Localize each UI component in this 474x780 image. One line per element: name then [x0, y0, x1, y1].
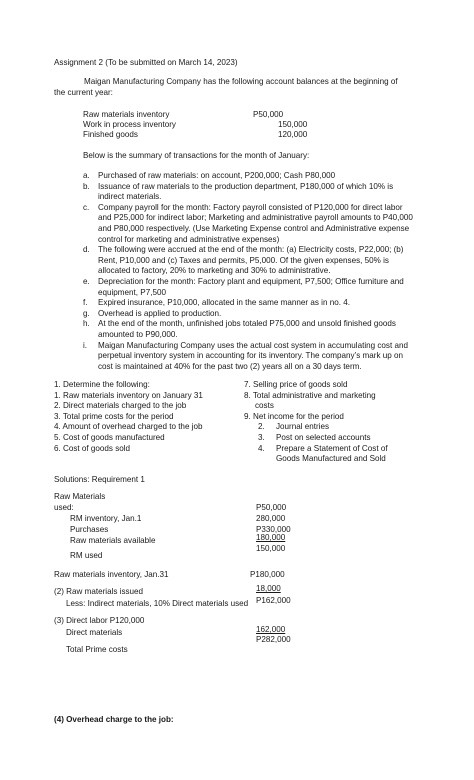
value-180000: 180,000	[256, 533, 286, 542]
transaction-letter: e.	[83, 276, 90, 286]
balance-label-raw-materials: Raw materials inventory	[83, 110, 170, 119]
transaction-letter: i.	[83, 340, 88, 350]
balance-amount-wip: 150,000	[278, 120, 308, 129]
transaction-item	[83, 319, 413, 340]
transaction-text: Maigan Manufacturing Company uses the actual cost system in accumulating cost and perpetual inventory system in accounting for its inventory. The company’s mark up on cost is maintained at 40% for the past two (2) years all on a 30 days term.	[98, 340, 408, 371]
transaction-item	[83, 298, 413, 309]
question-item: 3. Total prime costs for the period	[54, 411, 174, 421]
rm-available-label: Raw materials available	[70, 536, 156, 545]
value-18000: 18,000	[256, 584, 281, 593]
transaction-letter: f.	[83, 298, 88, 308]
transaction-text: Overhead is applied to production.	[98, 308, 222, 318]
value-162000-b: 162,000	[256, 625, 286, 634]
balance-amount-raw-materials: P50,000	[253, 110, 284, 119]
total-prime-costs-label: Total Prime costs	[66, 645, 128, 654]
transaction-letter: c.	[83, 202, 90, 212]
value-50000: P50,000	[256, 503, 287, 512]
transaction-item	[83, 277, 413, 298]
balance-label-wip: Work in process inventory	[83, 120, 176, 129]
raw-materials-label: Raw Materials	[54, 492, 106, 501]
transaction-letter: d.	[83, 245, 90, 255]
question-item: 7. Selling price of goods sold	[244, 380, 348, 389]
transactions-list	[83, 171, 413, 372]
value-282000: P282,000	[256, 635, 291, 644]
value-p180000: P180,000	[250, 570, 285, 579]
question-item: 6. Cost of goods sold	[54, 443, 131, 453]
question-item: 5. Cost of goods manufactured	[54, 432, 165, 442]
purchases-label: Purchases	[70, 525, 109, 534]
transaction-text: Expired insurance, P10,000, allocated in the same manner as in no. 4.	[98, 298, 350, 308]
value-330000: P330,000	[256, 525, 291, 534]
balance-amount-finished-goods: 120,000	[278, 130, 308, 139]
raw-materials-issued-label: (2) Raw materials issued	[54, 587, 144, 596]
questions-left	[54, 380, 203, 454]
value-280000: 280,000	[256, 514, 286, 523]
overhead-charge-heading: (4) Overhead charge to the job:	[54, 715, 174, 724]
transaction-letter: a.	[83, 171, 90, 180]
indirect-materials-label: Less: Indirect materials, 10% Direct materials used	[66, 599, 249, 608]
transaction-text: The following were accrued at the end of the month: (a) Electricity costs, P22,000; (b) Rent, P10,000 and (c) Taxes and permits, P5,000. Of the given expenses, 50% is allocated to factory, 20% to marketing and 30% to administrative.	[98, 245, 404, 276]
transaction-text: Depreciation for the month: Factory plant and equipment, P7,500; Office furniture and equipment, P7,500	[98, 276, 404, 297]
intro-paragraph: Maigan Manufacturing Company has the following account balances at the beginning of the current year:	[54, 77, 398, 97]
question-item: 1. Determine the following:	[54, 380, 150, 389]
solutions-heading: Solutions: Requirement 1	[54, 475, 145, 484]
rm-inventory-jan31-label: Raw materials inventory, Jan.31	[54, 570, 169, 579]
question-item: 9. Net income for the period	[244, 411, 344, 421]
requirement-item: 3. Post on selected accounts	[258, 432, 371, 442]
transaction-letter: g.	[83, 308, 90, 318]
question-item: 2. Direct materials charged to the job	[54, 401, 187, 411]
question-item: 1. Raw materials inventory on January 31	[54, 390, 203, 400]
requirement-item: 2. Journal entries	[258, 422, 330, 432]
question-item: 4. Amount of overhead charged to the job	[54, 422, 203, 432]
balance-label-finished-goods: Finished goods	[83, 130, 138, 139]
summary-intro: Below is the summary of transactions for the month of January:	[83, 151, 310, 160]
transaction-item	[83, 341, 413, 373]
transaction-letter: h.	[83, 319, 90, 329]
rm-inventory-jan1-label: RM inventory, Jan.1	[70, 514, 142, 523]
requirement-sublist	[258, 422, 394, 464]
direct-materials-label: Direct materials	[66, 628, 123, 637]
transaction-text: Company payroll for the month: Factory payroll consisted of P120,000 for direct labor and P25,000 for indirect labor; Marketing and administrative payroll amounts to P40,000 and P80,000 respectively. (Use Marketing Expense control and Administrative expense control for marketing and administrative expenses)	[98, 202, 413, 244]
transaction-text: Purchased of raw materials: on account, P200,000; Cash P80,000	[98, 171, 336, 180]
assignment-title: Assignment 2 (To be submitted on March 14, 2023)	[54, 58, 238, 67]
transaction-item	[83, 309, 413, 320]
transaction-item	[83, 171, 413, 182]
questions-right	[244, 380, 394, 465]
value-150000: 150,000	[256, 544, 286, 553]
value-162000: P162,000	[256, 596, 291, 605]
transaction-item	[83, 203, 413, 245]
transaction-text: At the end of the month, unfinished jobs totaled P75,000 and unsold finished goods amounted to P90,000.	[98, 319, 396, 339]
transaction-item	[83, 245, 413, 277]
used-label: used:	[54, 503, 74, 512]
transaction-text: Issuance of raw materials to the production department, P180,000 of which 10% is indirect materials.	[98, 181, 394, 202]
transaction-item	[83, 182, 413, 203]
rm-used-label: RM used	[70, 551, 103, 560]
transaction-letter: b.	[83, 181, 90, 191]
question-item: 8. Total administrative and marketing costs	[244, 390, 376, 411]
direct-labor-label: (3) Direct labor P120,000	[54, 616, 145, 625]
requirement-item: 4. Prepare a Statement of Cost of Goods Manufactured and Sold	[258, 443, 388, 464]
